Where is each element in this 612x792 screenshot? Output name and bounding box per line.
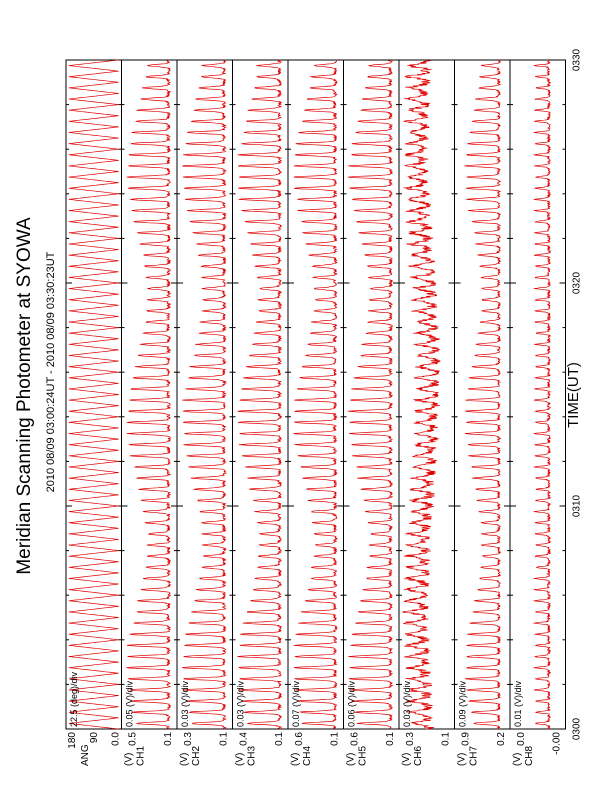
trace-ang [69, 60, 119, 729]
panel-frame [510, 60, 566, 729]
panel-ch2 [177, 60, 233, 766]
y-tick-label: 0.9 [460, 732, 472, 746]
panel-label: CH5 [357, 745, 369, 766]
panel-unit: (V) [512, 752, 523, 766]
panel-label: CH4 [302, 745, 313, 766]
trace-ch1 [126, 60, 170, 729]
y-tick-label: 0.1 [163, 732, 174, 746]
y-tick-label: 90 [88, 732, 100, 744]
panel-unit: (V) [456, 752, 468, 766]
x-tick-label: 0310 [571, 494, 583, 518]
y-tick-label: 0.6 [349, 732, 361, 746]
panel-unit: (V) [179, 752, 190, 766]
panel-scale: 0.03 (V)/div [402, 680, 412, 727]
y-tick-label: 0.0 [110, 732, 122, 746]
panel-group [66, 60, 566, 766]
y-tick-label: 0.5 [127, 732, 139, 746]
trace-ch7 [465, 60, 501, 729]
panel-scale: 0.07 (V)/div [291, 680, 301, 727]
panel-label: CH6 [413, 745, 424, 766]
panel-label: CH1 [135, 745, 147, 766]
y-tick-label: 0.6 [294, 732, 305, 746]
panel-label: CH7 [468, 745, 480, 766]
panel-label: CH3 [246, 745, 258, 766]
y-tick-label: 0.1 [329, 732, 341, 746]
y-tick-label: 0.1 [440, 732, 452, 746]
trace-ch4 [294, 60, 337, 729]
panel-unit: (V) [290, 752, 301, 766]
panel-unit: (V) [123, 752, 135, 766]
y-tick-label: 0.2 [496, 732, 507, 746]
chart-subtitle: 2010 08/09 03:00:24UT - 2010 08/09 03:30:23UT [45, 251, 57, 493]
panel-scale: 0.05 (V)/div [124, 680, 135, 727]
y-tick-label: 0.1 [385, 732, 396, 746]
y-tick-label: -0.00 [551, 732, 563, 755]
panel-ch6 [399, 60, 455, 766]
chart-title: Meridian Scanning Photometer at SYOWA [14, 217, 35, 575]
panel-label: CH2 [191, 745, 202, 766]
panel-ch1 [122, 60, 178, 766]
panel-scale: 0.03 (V)/div [235, 680, 246, 727]
panel-ang [66, 60, 122, 766]
panel-label: ANG [80, 744, 91, 766]
panel-frame [66, 60, 122, 729]
panel-unit: (V) [234, 752, 246, 766]
x-axis-label: TIME(UT) [565, 362, 582, 428]
y-tick-label: 0.1 [274, 732, 285, 746]
panel-scale: 0.06 (V)/div [346, 680, 357, 727]
panel-ch8 [510, 60, 566, 766]
panel-ch4 [288, 60, 344, 766]
trace-ch5 [348, 60, 393, 729]
trace-ch6 [403, 60, 441, 729]
y-tick-label: 0.1 [218, 732, 230, 746]
x-tick-label: 0320 [571, 271, 583, 295]
trace-ch8 [534, 60, 551, 729]
x-tick-label: 0330 [571, 48, 583, 72]
trace-ch2 [182, 60, 226, 729]
trace-ch3 [237, 60, 281, 729]
panel-scale: 22.5 (deg)/div [69, 671, 79, 727]
x-tick-label: 0300 [571, 717, 583, 741]
panel-label: CH8 [524, 745, 535, 766]
y-tick-label: 0.3 [183, 732, 194, 746]
panel-scale: 0.09 (V)/div [457, 680, 468, 727]
y-tick-label: 180 [67, 732, 78, 749]
panel-frame [399, 60, 455, 729]
panel-ch5 [344, 60, 400, 766]
y-tick-label: 0.3 [405, 732, 416, 746]
panel-frame [455, 60, 511, 729]
panel-unit: (V) [401, 752, 412, 766]
panel-ch7 [455, 60, 511, 766]
panel-unit: (V) [345, 752, 357, 766]
panel-ch3 [233, 60, 289, 766]
y-tick-label: 0.4 [238, 732, 250, 746]
panel-scale: 0.01 (V)/div [513, 680, 523, 727]
y-tick-label: 0.0 [516, 732, 527, 746]
panel-scale: 0.03 (V)/div [180, 680, 190, 727]
